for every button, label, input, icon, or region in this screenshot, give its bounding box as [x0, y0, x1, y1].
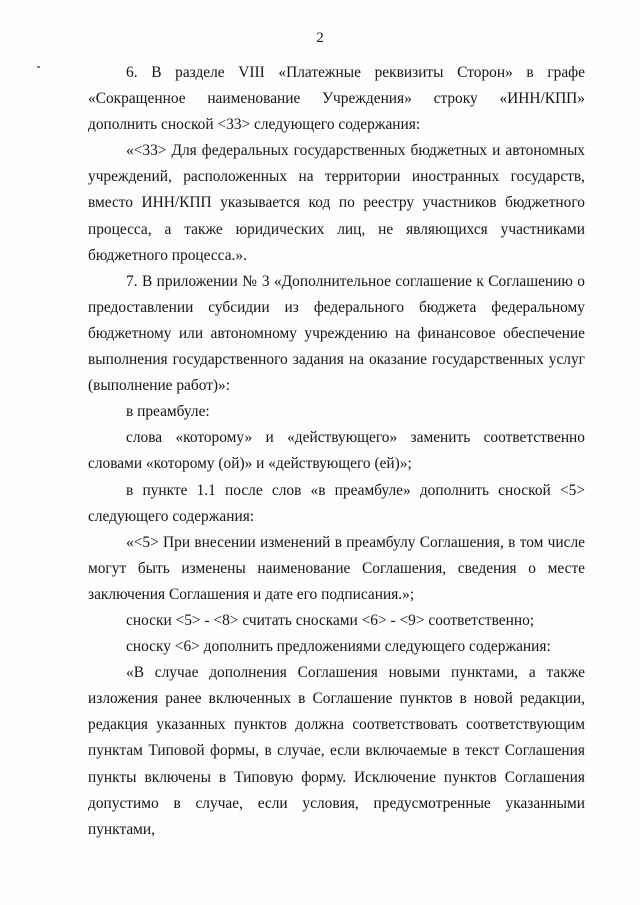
paragraph-footnote-6-addition: сноску <6> дополнить предложениями следующего содержания:	[126, 638, 551, 656]
footnote-33-text: «<33> Для федеральных государственных бюджетных и автономных учреждений, расположенных на территории иностранных государств, вместо ИНН/КПП указывается код по реестру участников бюджетного процесса, а также юридических лиц, не являющихся участниками бюджетного процесса.».	[88, 142, 585, 264]
paragraph-words-replacement: слова «которому» и «действующего» заменить соответственно словами «которому (ой)» и «действующего (ей)»;	[88, 429, 585, 473]
page-number: 2	[316, 30, 324, 46]
paragraph-item-6: 6. В разделе VIII «Платежные реквизиты Сторон» в графе «Сокращенное наименование Учреждения» строку «ИНН/КПП» дополнить сноской <33> следующего содержания:	[88, 64, 585, 134]
paragraph-item-7: 7. В приложении № 3 «Дополнительное соглашение к Соглашению о предоставлении субсидии из федерального бюджета федеральному бюджетному или автономному учреждению на финансовое обеспечение выполнения государственного задания на оказание государственных услуг (выполнение работ)»:	[88, 272, 585, 395]
paragraph-clause-1-1: в пункте 1.1 после слов «в преамбуле» дополнить сноской <5> следующего содержания:	[88, 481, 585, 525]
paragraph-added-sentences: «В случае дополнения Соглашения новыми пунктами, а также изложения ранее включенных в Соглашение пунктов в новой редакции, редакция указанных пунктов должна соответствовать соответствующим пунктам Типовой формы, в случае, если включаемые в текст Соглашения пункты включены в Типовую форму. Исключение пунктов Соглашения допустимо в случае, если условия, предусмотренные указанными пунктами,	[88, 664, 585, 838]
scan-speck	[37, 66, 40, 68]
paragraph-preamble-heading: в преамбуле:	[126, 403, 210, 421]
document-body	[88, 60, 585, 843]
footnote-5-text: «<5> При внесении изменений в преамбулу Соглашения, в том числе могут быть изменены наименование Соглашения, сведения о месте заключения Соглашения и дате его подписания.»;	[88, 533, 585, 603]
paragraph-footnote-renumbering: сноски <5> - <8> считать сносками <6> - <9> соответственно;	[126, 611, 535, 629]
